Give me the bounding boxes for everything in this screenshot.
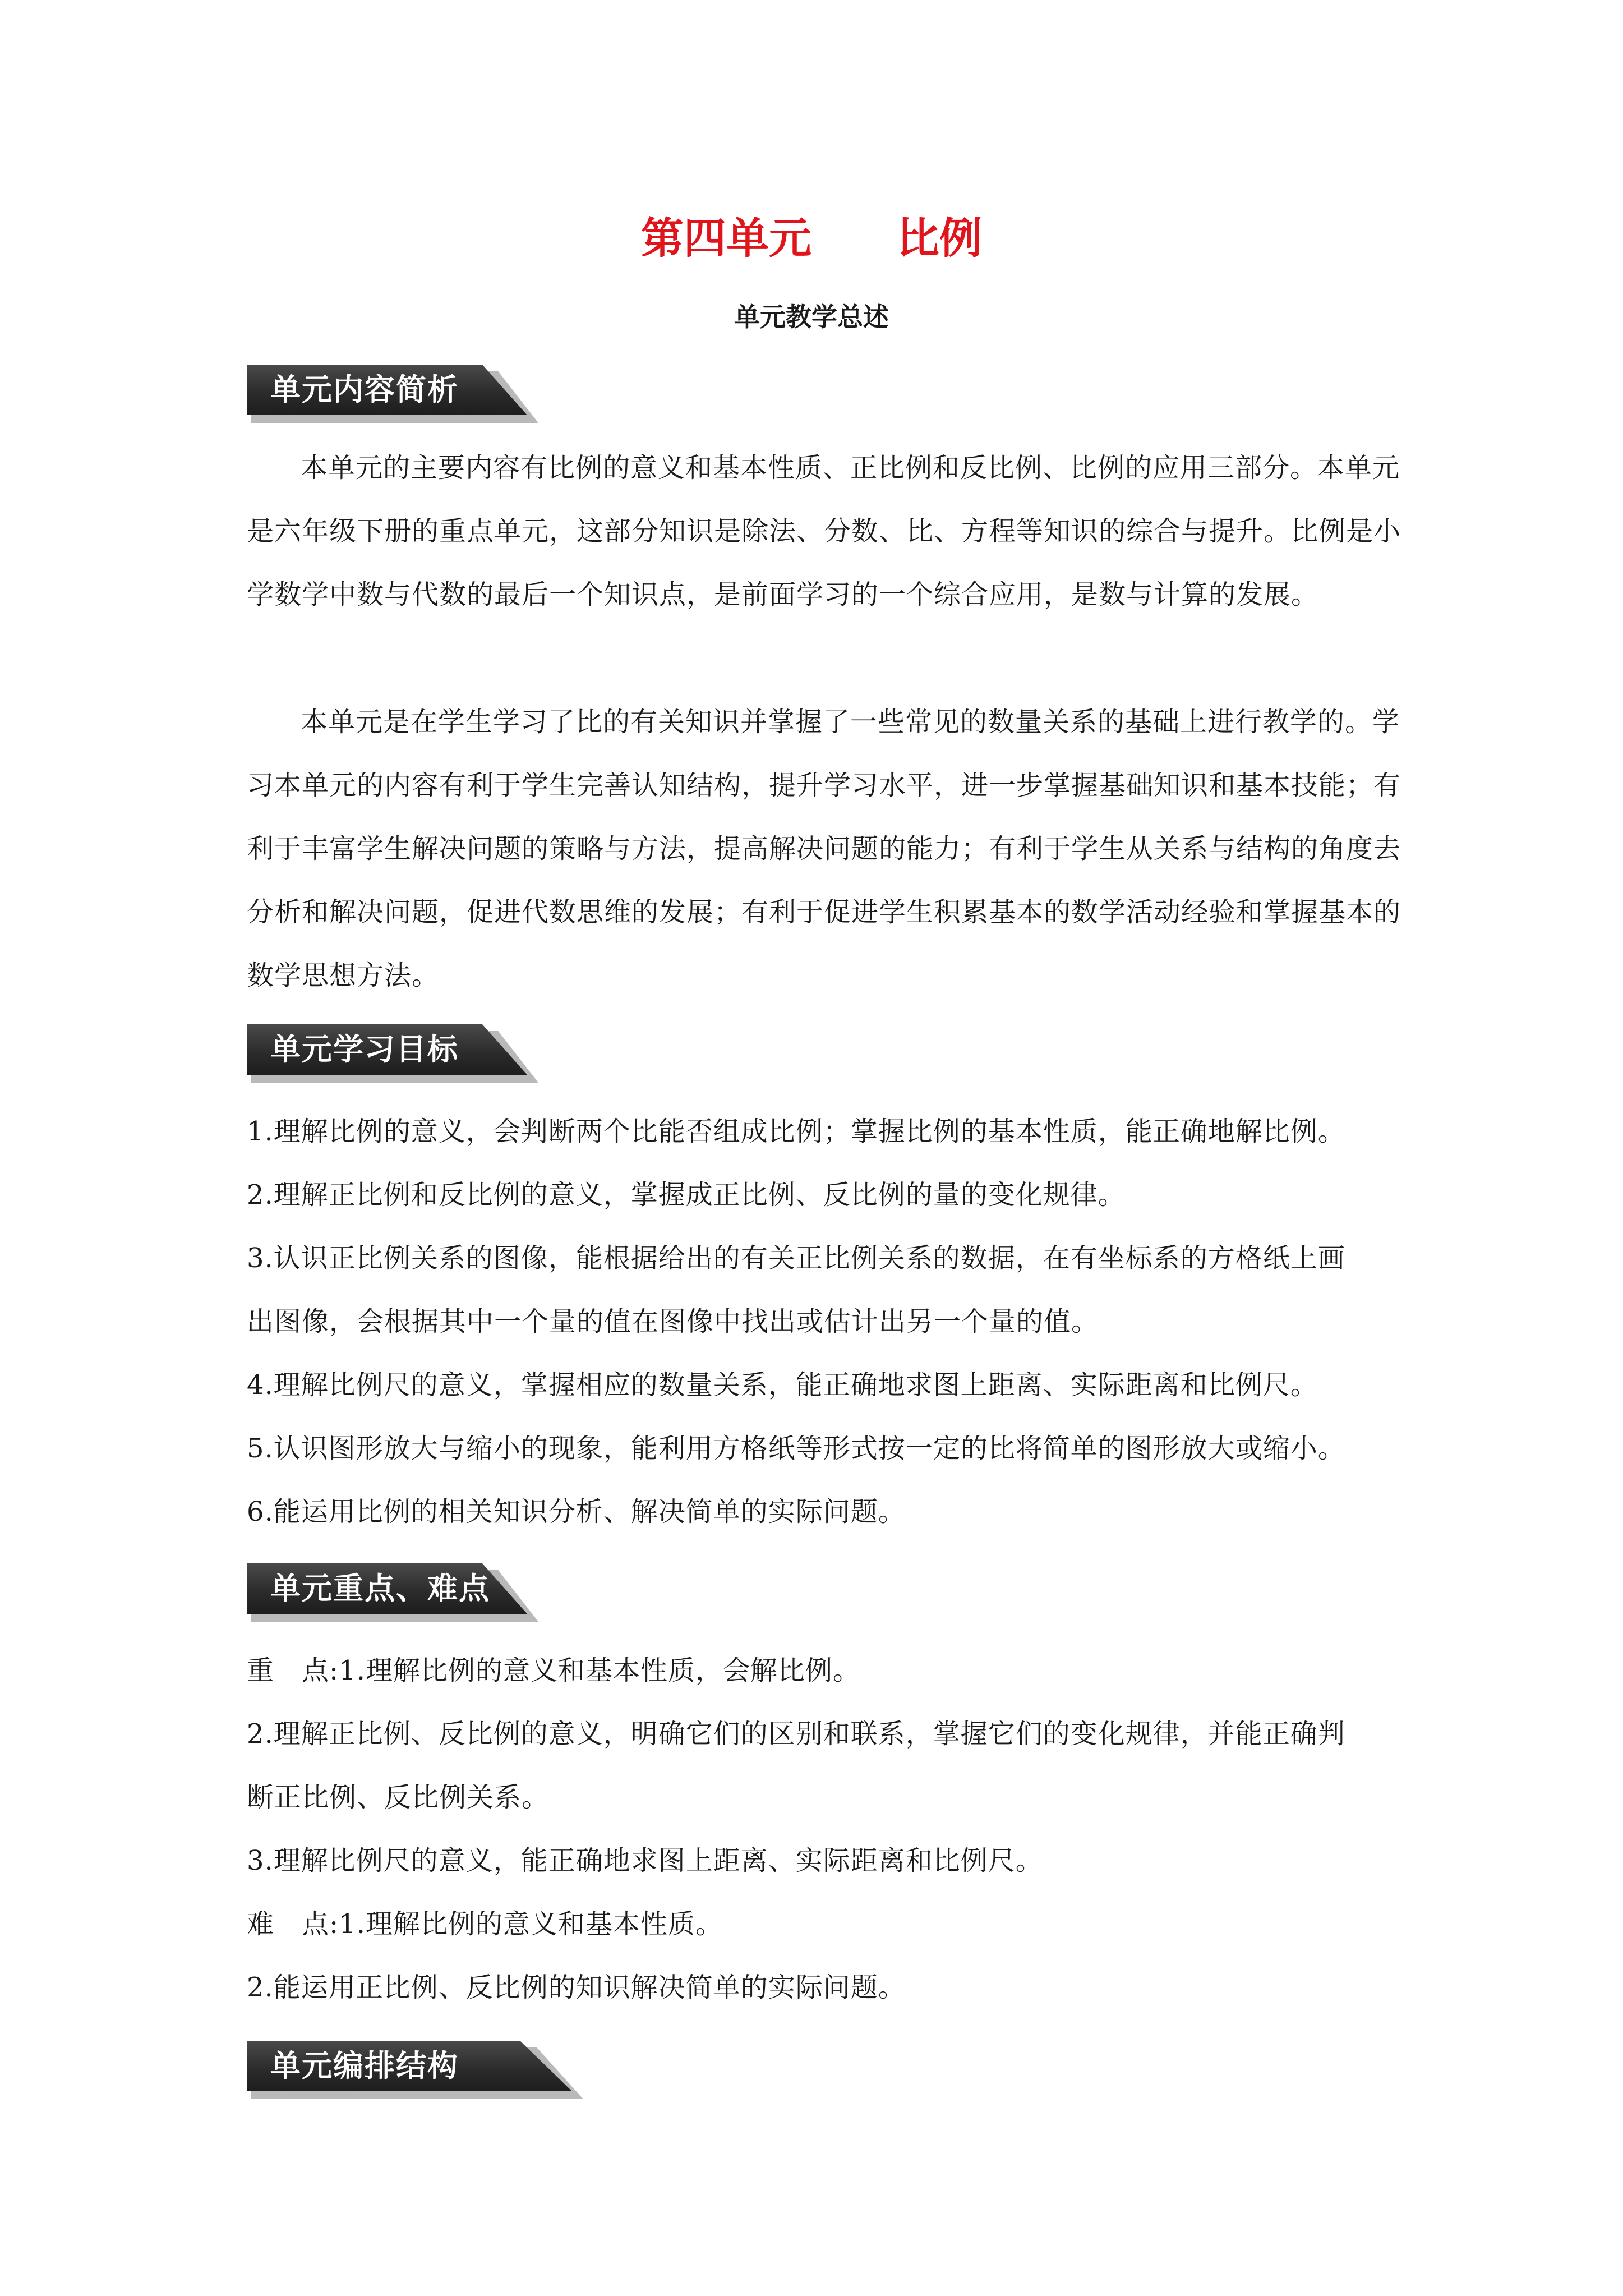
key-point-line-3: 3.理解比例尺的意义，能正确地求图上距离、实际距离和比例尺。 [247,1845,1043,1876]
difficulty-line-1: 难 点:1.理解比例的意义和基本性质。 [247,1908,723,1940]
key-point-line-2: 2.理解正比例、反比例的意义，明确它们的区别和联系，掌握它们的变化规律，并能正确判 [247,1718,1345,1750]
section-banner-structure [247,2041,583,2099]
objective-line-3: 3.认识正比例关系的图像，能根据给出的有关正比例关系的数据，在有坐标系的方格纸上画 [247,1243,1345,1274]
section-banner-label: 单元学习目标 [270,1032,459,1067]
key-point-line-1: 重 点:1.理解比例的意义和基本性质，会解比例。 [247,1655,860,1686]
objective-line-6: 6.能运用比例的相关知识分析、解决简单的实际问题。 [247,1496,906,1527]
paragraph-content-1: 本单元的主要内容有比例的意义和基本性质、正比例和反比例、比例的应用三部分。本单元是六年级下册的重点单元，这部分知识是除法、分数、比、方程等知识的综合与提升。比例是小学数学中数与代数的最后一个知识点，是前面学习的一个综合应用，是数与计算的发展。 [247,452,1401,610]
key-point-line-2-cont: 断正比例、反比例关系。 [247,1782,550,1813]
objective-line-5: 5.认识图形放大与缩小的现象，能利用方格纸等形式按一定的比将简单的图形放大或缩小。 [247,1433,1345,1464]
difficulty-line-2: 2.能运用正比例、反比例的知识解决简单的实际问题。 [247,1972,906,2003]
objective-line-3-cont: 出图像，会根据其中一个量的值在图像中找出或估计出另一个量的值。 [247,1306,1099,1337]
section-banner-label: 单元内容简析 [270,372,459,407]
page-title: 第四单元 比例 [641,213,982,263]
page-subtitle: 单元教学总述 [734,302,889,332]
section-banner-label: 单元编排结构 [270,2048,459,2083]
section-banner-label: 单元重点、难点 [270,1571,490,1606]
section-banner-key-points [247,1563,538,1622]
objective-line-1: 1.理解比例的意义，会判断两个比能否组成比例；掌握比例的基本性质，能正确地解比例。 [247,1116,1345,1147]
section-banner-objectives [247,1024,538,1083]
objective-line-2: 2.理解正比例和反比例的意义，掌握成正比例、反比例的量的变化规律。 [247,1179,1126,1211]
objective-line-4: 4.理解比例尺的意义，掌握相应的数量关系，能正确地求图上距离、实际距离和比例尺。 [247,1369,1318,1401]
paragraph-content-2: 本单元是在学生学习了比的有关知识并掌握了一些常见的数量关系的基础上进行教学的。学习本单元的内容有利于学生完善认知结构，提升学习水平，进一步掌握基础知识和基本技能；有利于丰富学生解决问题的策略与方法，提高解决问题的能力；有利于学生从关系与结构的角度去分析和解决问题，促进代数思维的发展；有利于促进学生积累基本的数学活动经验和掌握基本的数学思想方法。 [247,706,1401,991]
section-banner-content-analysis [247,365,538,423]
